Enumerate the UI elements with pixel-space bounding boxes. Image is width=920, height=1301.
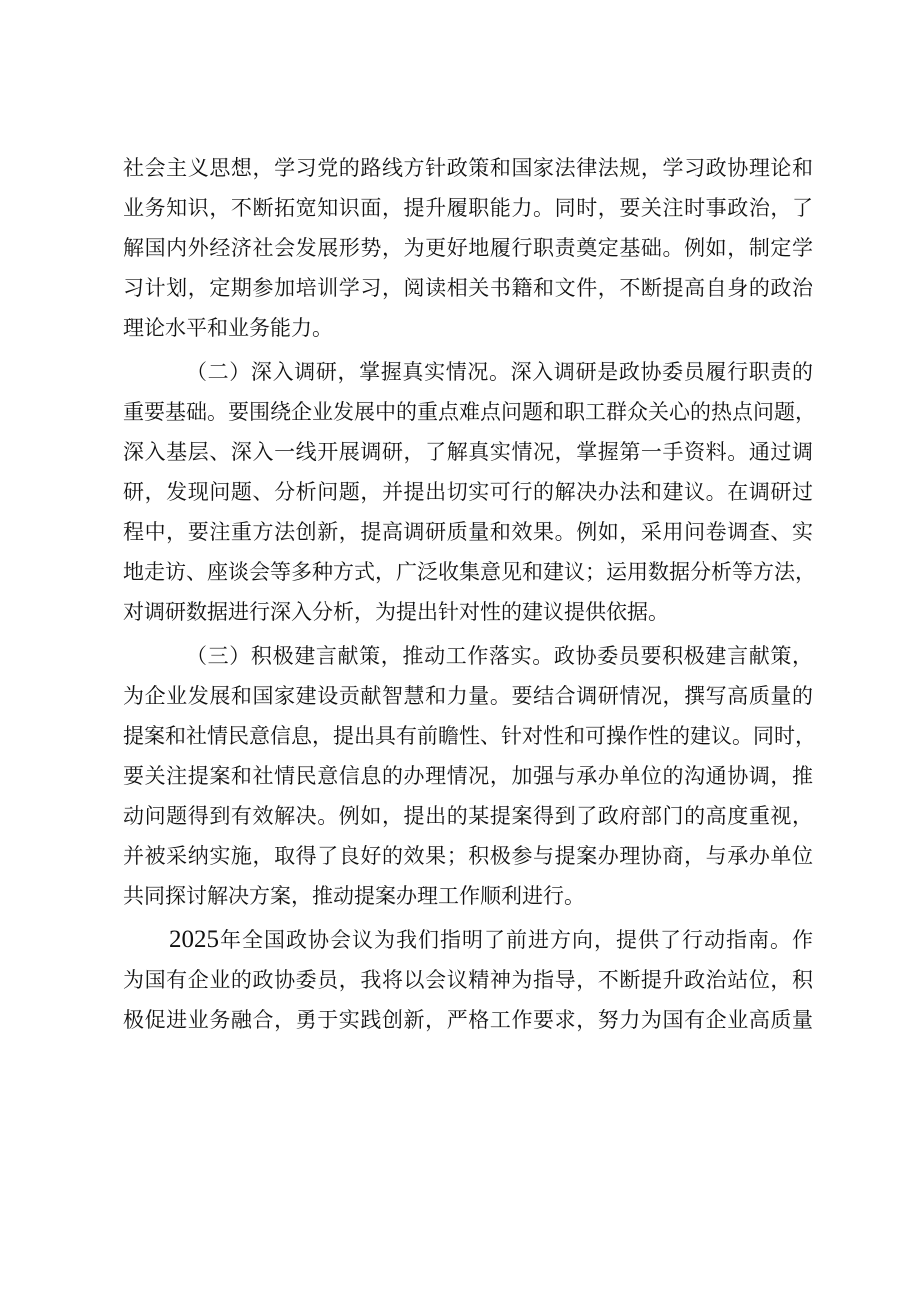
year-number: 2025 — [169, 926, 219, 953]
text-line: （三）积极建言献策，推动工作落实。政协委员要积极建言献策， — [186, 644, 813, 668]
text-line: 业务知识，不断拓宽知识面，提升履职能力。同时，要关注时事政治，了 — [123, 196, 813, 220]
text-line: 为企业发展和国家建设贡献智慧和力量。要结合调研情况，撰写高质量的 — [123, 684, 813, 708]
text-line: （二）深入调研，掌握真实情况。深入调研是政协委员履行职责的 — [186, 360, 813, 384]
text-line: 动问题得到有效解决。例如，提出的某提案得到了政府部门的高度重视， — [123, 804, 813, 828]
text-line: 对调研数据进行深入分析，为提出针对性的建议提供依据。 — [123, 600, 669, 624]
text-line: 社会主义思想，学习党的路线方针政策和国家法律法规，学习政协理论和 — [123, 156, 813, 180]
paragraph-1 — [123, 150, 813, 346]
text-line: 程中，要注重方法创新，提高调研质量和效果。例如，采用问卷调查、实 — [123, 520, 813, 544]
text-line: 研，发现问题、分析问题，并提出切实可行的解决办法和建议。在调研过 — [123, 480, 813, 504]
text-line: 要关注提案和社情民意信息的办理情况，加强与承办单位的沟通协调，推 — [123, 764, 813, 788]
text-line: 深入基层、深入一线开展调研，了解真实情况，掌握第一手资料。通过调 — [123, 440, 813, 464]
text-line: 习计划，定期参加培训学习，阅读相关书籍和文件，不断提高自身的政治 — [123, 276, 813, 300]
text-line: 为国有企业的政协委员，我将以会议精神为指导，不断提升政治站位，积 — [123, 968, 813, 992]
text-line — [123, 922, 813, 958]
paragraph-4 — [123, 922, 813, 1038]
text-line: 理论水平和业务能力。 — [123, 316, 333, 340]
text-line: 极促进业务融合，勇于实践创新，严格工作要求，努力为国有企业高质量 — [123, 1008, 813, 1032]
document-body — [123, 150, 816, 1042]
text-line: 提案和社情民意信息，提出具有前瞻性、针对性和可操作性的建议。同时， — [123, 724, 816, 748]
text-line: 重要基础。要围绕企业发展中的重点难点问题和职工群众关心的热点问题， — [123, 400, 816, 424]
text-line: 解国内外经济社会发展形势，为更好地履行职责奠定基础。例如，制定学 — [123, 236, 813, 260]
text-line: 地走访、座谈会等多种方式，广泛收集意见和建议；运用数据分析等方法， — [123, 560, 816, 584]
text-fragment: 年全国政协会议为我们指明了前进方向，提供了行动指南。作 — [219, 928, 813, 952]
paragraph-3 — [123, 638, 816, 914]
paragraph-2 — [123, 354, 816, 630]
text-line: 共同探讨解决方案，推动提案办理工作顺利进行。 — [123, 884, 585, 908]
text-line: 并被采纳实施，取得了良好的效果；积极参与提案办理协商，与承办单位 — [123, 844, 813, 868]
